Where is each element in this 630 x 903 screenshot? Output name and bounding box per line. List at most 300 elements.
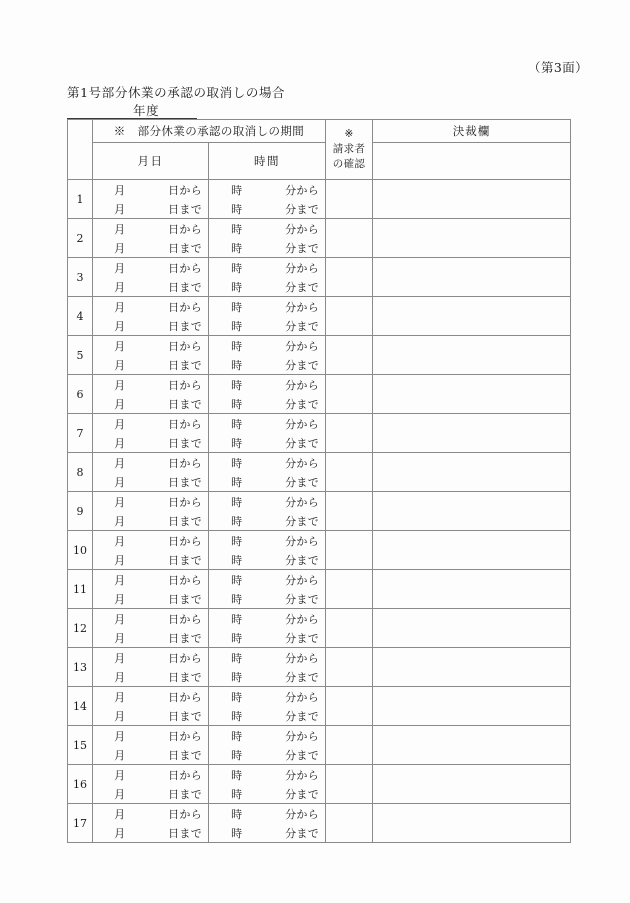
date-cell-from-suffix: 日から [168,417,202,431]
header-requester-confirmation [326,120,373,180]
date-cell-to-unit: 月 [114,397,126,411]
row-number: 2 [68,219,93,258]
date-cell[interactable] [93,453,209,492]
date-cell-to-unit: 月 [114,514,126,528]
header-row-number-blank [68,120,93,180]
time-cell-from-unit: 時 [231,690,243,704]
time-cell-to [209,472,325,491]
date-cell[interactable] [93,609,209,648]
requester-confirmation-cell[interactable] [326,336,373,375]
approval-header-spacer [373,143,571,180]
date-cell-to-unit: 月 [114,787,126,801]
time-cell-from-suffix: 分から [285,534,319,548]
date-cell-from-unit: 月 [114,807,126,821]
requester-confirmation-cell[interactable] [326,492,373,531]
date-cell-to-suffix: 日まで [168,553,202,567]
time-cell[interactable] [209,531,326,570]
time-cell-to [209,550,325,569]
date-cell-to-suffix: 日まで [168,358,202,372]
date-cell-to-unit: 月 [114,553,126,567]
time-cell-from-unit: 時 [231,300,243,314]
time-cell-from [209,492,325,511]
time-cell-from [209,414,325,433]
date-cell[interactable] [93,765,209,804]
header-date-column: 月日 [93,143,209,180]
date-cell-from [93,531,208,550]
time-cell-to [209,823,325,842]
date-cell-from [93,414,208,433]
time-cell-from-unit: 時 [231,417,243,431]
time-cell-to-suffix: 分まで [285,748,319,762]
date-cell-to-suffix: 日まで [168,787,202,801]
requester-confirmation-cell[interactable] [326,297,373,336]
time-cell-to [209,433,325,452]
time-cell-to [209,394,325,413]
time-cell-to [209,589,325,608]
date-cell[interactable] [93,648,209,687]
table-row [68,453,571,492]
time-cell-from-unit: 時 [231,261,243,275]
requester-confirmation-cell[interactable] [326,726,373,765]
time-cell[interactable] [209,726,326,765]
time-cell[interactable] [209,375,326,414]
date-cell-from [93,375,208,394]
time-cell-from [209,648,325,667]
time-cell-from-unit: 時 [231,768,243,782]
date-cell-from [93,726,208,745]
time-cell-from-suffix: 分から [285,768,319,782]
approval-cell[interactable] [373,375,571,414]
time-cell[interactable] [209,648,326,687]
date-cell-from-unit: 月 [114,729,126,743]
date-cell-to-suffix: 日まで [168,280,202,294]
time-cell[interactable] [209,687,326,726]
date-cell-from-unit: 月 [114,768,126,782]
time-cell-to-unit: 時 [231,787,243,801]
date-cell-from-unit: 月 [114,495,126,509]
date-cell[interactable] [93,336,209,375]
time-cell-to-suffix: 分まで [285,202,319,216]
date-cell-to-unit: 月 [114,826,126,840]
time-cell-to [209,511,325,530]
time-cell-from [209,258,325,277]
time-cell-to-suffix: 分まで [285,826,319,840]
time-cell-from-suffix: 分から [285,378,319,392]
time-cell[interactable] [209,765,326,804]
time-cell-to-suffix: 分まで [285,592,319,606]
row-number: 15 [68,726,93,765]
date-cell-from-unit: 月 [114,183,126,197]
date-cell-to-suffix: 日まで [168,475,202,489]
date-cell-from [93,453,208,472]
date-cell-to [93,433,208,452]
date-cell-from-suffix: 日から [168,651,202,665]
date-cell-to [93,316,208,335]
date-cell-to [93,589,208,608]
time-cell-from-suffix: 分から [285,261,319,275]
date-cell-to [93,199,208,218]
table-row [68,180,571,219]
date-cell-from-unit: 月 [114,339,126,353]
leave-cancellation-table [67,119,571,843]
time-cell-to-suffix: 分まで [285,514,319,528]
time-cell-to [209,238,325,257]
time-cell-from-unit: 時 [231,534,243,548]
time-cell[interactable] [209,219,326,258]
time-cell-to-unit: 時 [231,553,243,567]
table-row [68,570,571,609]
approval-cell[interactable] [373,336,571,375]
row-number: 8 [68,453,93,492]
table-row [68,375,571,414]
time-cell-from-suffix: 分から [285,690,319,704]
date-cell-from-suffix: 日から [168,222,202,236]
date-cell[interactable] [93,297,209,336]
time-cell[interactable] [209,180,326,219]
time-cell-to-suffix: 分まで [285,709,319,723]
requester-confirmation-cell[interactable] [326,609,373,648]
date-cell-to-unit: 月 [114,709,126,723]
row-number: 10 [68,531,93,570]
requester-confirmation-cell[interactable] [326,180,373,219]
date-cell-from-unit: 月 [114,261,126,275]
time-cell-from [209,531,325,550]
date-cell-from-suffix: 日から [168,573,202,587]
date-cell-to-suffix: 日まで [168,397,202,411]
time-cell-from [209,609,325,628]
approval-cell[interactable] [373,414,571,453]
table-row [68,609,571,648]
fiscal-year-label: 年度 [133,103,160,118]
header-time-column: 時間 [209,143,326,180]
time-cell-from-suffix: 分から [285,495,319,509]
time-cell-from-unit: 時 [231,339,243,353]
requester-confirmation-cell[interactable] [326,531,373,570]
time-cell[interactable] [209,492,326,531]
table-row [68,258,571,297]
approval-cell[interactable] [373,453,571,492]
time-cell-from-suffix: 分から [285,807,319,821]
time-cell-to-suffix: 分まで [285,553,319,567]
time-cell-to-unit: 時 [231,319,243,333]
time-cell-to-unit: 時 [231,592,243,606]
date-cell-from-unit: 月 [114,222,126,236]
date-cell-to [93,823,208,842]
date-cell-to [93,745,208,764]
time-cell-from [209,804,325,823]
time-cell-from-unit: 時 [231,495,243,509]
date-cell-to [93,238,208,257]
date-cell[interactable] [93,414,209,453]
date-cell-to-unit: 月 [114,631,126,645]
approval-cell[interactable] [373,180,571,219]
requester-confirmation-cell[interactable] [326,687,373,726]
date-cell-to [93,550,208,569]
time-cell-to-unit: 時 [231,514,243,528]
time-cell-from-unit: 時 [231,729,243,743]
time-cell-from-suffix: 分から [285,573,319,587]
requester-confirmation-cell[interactable] [326,414,373,453]
time-cell-from-suffix: 分から [285,222,319,236]
time-cell-from [209,453,325,472]
approval-cell[interactable] [373,531,571,570]
date-cell-from-suffix: 日から [168,768,202,782]
approval-cell[interactable] [373,609,571,648]
time-cell-to-suffix: 分まで [285,436,319,450]
time-cell-to-unit: 時 [231,436,243,450]
date-cell-from [93,765,208,784]
time-cell-from-unit: 時 [231,612,243,626]
date-cell[interactable] [93,180,209,219]
date-cell-from [93,687,208,706]
time-cell-to-unit: 時 [231,826,243,840]
date-cell-to-unit: 月 [114,748,126,762]
date-cell-to-suffix: 日まで [168,319,202,333]
row-number: 12 [68,609,93,648]
time-cell-to-suffix: 分まで [285,670,319,684]
date-cell-from [93,219,208,238]
date-cell-to [93,394,208,413]
date-cell-to-suffix: 日まで [168,826,202,840]
date-cell-to-suffix: 日まで [168,436,202,450]
requester-confirmation-cell[interactable] [326,804,373,843]
table-header [68,120,571,180]
date-cell-from-suffix: 日から [168,456,202,470]
row-number: 7 [68,414,93,453]
date-cell-from-suffix: 日から [168,729,202,743]
date-cell-from-suffix: 日から [168,183,202,197]
header-period-group: ※ 部分休業の承認の取消しの期間 [93,120,326,143]
table-header-row-2 [68,143,571,180]
requester-confirmation-cell[interactable] [326,219,373,258]
time-cell-to-unit: 時 [231,475,243,489]
row-number: 3 [68,258,93,297]
page-marker: （第3面） [528,60,588,75]
header-confirm-line2: の確認 [332,158,366,170]
date-cell-from-unit: 月 [114,300,126,314]
date-cell-from-suffix: 日から [168,378,202,392]
time-cell-from-unit: 時 [231,573,243,587]
time-cell-from-suffix: 分から [285,300,319,314]
date-cell-from [93,804,208,823]
time-cell-from-unit: 時 [231,222,243,236]
date-cell-to-suffix: 日まで [168,748,202,762]
header-approval-column: 決裁欄 [373,120,571,143]
row-number: 5 [68,336,93,375]
header-confirm-mark: ※ [344,128,354,140]
time-cell-to-suffix: 分まで [285,241,319,255]
time-cell-to-suffix: 分まで [285,631,319,645]
date-cell-to-suffix: 日まで [168,514,202,528]
time-cell-to-unit: 時 [231,748,243,762]
time-cell-to-suffix: 分まで [285,319,319,333]
date-cell-from-suffix: 日から [168,495,202,509]
date-cell[interactable] [93,804,209,843]
time-cell-to [209,199,325,218]
row-number: 6 [68,375,93,414]
date-cell-to-suffix: 日まで [168,202,202,216]
approval-cell[interactable] [373,492,571,531]
date-cell-to-suffix: 日まで [168,709,202,723]
date-cell[interactable] [93,726,209,765]
table-row [68,648,571,687]
time-cell-to-unit: 時 [231,358,243,372]
approval-cell[interactable] [373,726,571,765]
time-cell-to-suffix: 分まで [285,397,319,411]
time-cell[interactable] [209,570,326,609]
time-cell-from [209,219,325,238]
date-cell-to-suffix: 日まで [168,631,202,645]
row-number: 14 [68,687,93,726]
date-cell-from-unit: 月 [114,690,126,704]
header-confirm-line1: 請求者 [332,143,366,155]
date-cell-from-unit: 月 [114,534,126,548]
time-cell-to-unit: 時 [231,202,243,216]
approval-cell[interactable] [373,258,571,297]
time-cell-from [209,297,325,316]
time-cell[interactable] [209,297,326,336]
time-cell-to [209,355,325,374]
time-cell-from [209,726,325,745]
date-cell-from [93,648,208,667]
row-number: 17 [68,804,93,843]
table-row [68,336,571,375]
requester-confirmation-cell[interactable] [326,765,373,804]
time-cell-to-suffix: 分まで [285,787,319,801]
time-cell-from [209,375,325,394]
date-cell-from-suffix: 日から [168,339,202,353]
time-cell-to [209,277,325,296]
time-cell-to-unit: 時 [231,241,243,255]
time-cell-from-unit: 時 [231,807,243,821]
time-cell-from [209,765,325,784]
date-cell-to [93,667,208,686]
approval-cell[interactable] [373,648,571,687]
date-cell[interactable] [93,687,209,726]
date-cell-from-unit: 月 [114,378,126,392]
row-number: 13 [68,648,93,687]
time-cell-from [209,687,325,706]
date-cell-to-unit: 月 [114,436,126,450]
date-cell-to [93,355,208,374]
date-cell-to [93,277,208,296]
table-row [68,687,571,726]
date-cell-to-unit: 月 [114,202,126,216]
time-cell-to-suffix: 分まで [285,475,319,489]
date-cell[interactable] [93,219,209,258]
approval-cell[interactable] [373,219,571,258]
fiscal-year-underline [67,100,197,119]
time-cell[interactable] [209,414,326,453]
time-cell-from-unit: 時 [231,456,243,470]
requester-confirmation-cell[interactable] [326,258,373,297]
date-cell-to-suffix: 日まで [168,592,202,606]
requester-confirmation-cell[interactable] [326,375,373,414]
time-cell-to-unit: 時 [231,631,243,645]
table-row [68,219,571,258]
date-cell-to [93,511,208,530]
table-row [68,297,571,336]
time-cell-to-unit: 時 [231,397,243,411]
date-cell-from-suffix: 日から [168,690,202,704]
time-cell-to-unit: 時 [231,709,243,723]
time-cell-from [209,336,325,355]
date-cell-from-unit: 月 [114,612,126,626]
table-row [68,492,571,531]
time-cell-from-unit: 時 [231,378,243,392]
approval-cell[interactable] [373,804,571,843]
requester-confirmation-cell[interactable] [326,453,373,492]
approval-cell[interactable] [373,765,571,804]
date-cell[interactable] [93,570,209,609]
date-cell-from [93,297,208,316]
date-cell[interactable] [93,258,209,297]
time-cell[interactable] [209,804,326,843]
time-cell[interactable] [209,336,326,375]
date-cell-from [93,570,208,589]
row-number: 4 [68,297,93,336]
time-cell-from-suffix: 分から [285,651,319,665]
table-header-row-1 [68,120,571,143]
time-cell-from-suffix: 分から [285,183,319,197]
date-cell-to-suffix: 日まで [168,241,202,255]
approval-cell[interactable] [373,297,571,336]
row-number: 16 [68,765,93,804]
time-cell-from-unit: 時 [231,651,243,665]
time-cell-from-unit: 時 [231,183,243,197]
date-cell-from [93,258,208,277]
time-cell-to-unit: 時 [231,280,243,294]
table-row [68,531,571,570]
time-cell-from-suffix: 分から [285,456,319,470]
approval-cell[interactable] [373,687,571,726]
row-number: 11 [68,570,93,609]
requester-confirmation-cell[interactable] [326,570,373,609]
date-cell-from-suffix: 日から [168,300,202,314]
date-cell-from [93,492,208,511]
table-row [68,765,571,804]
time-cell-to-suffix: 分まで [285,358,319,372]
date-cell-from [93,336,208,355]
time-cell-from-suffix: 分から [285,417,319,431]
date-cell-from-unit: 月 [114,573,126,587]
requester-confirmation-cell[interactable] [326,648,373,687]
row-number: 1 [68,180,93,219]
date-cell-from [93,180,208,199]
date-cell-to-unit: 月 [114,280,126,294]
time-cell-to [209,706,325,725]
time-cell[interactable] [209,453,326,492]
date-cell-from-suffix: 日から [168,534,202,548]
date-cell-to-unit: 月 [114,670,126,684]
page-title: 第1号部分休業の承認の取消しの場合 [67,85,286,100]
time-cell[interactable] [209,258,326,297]
date-cell[interactable] [93,531,209,570]
time-cell-from-suffix: 分から [285,612,319,626]
time-cell[interactable] [209,609,326,648]
time-cell-to-unit: 時 [231,670,243,684]
table-body [68,180,571,843]
date-cell[interactable] [93,375,209,414]
time-cell-to [209,784,325,803]
date-cell[interactable] [93,492,209,531]
date-cell-to [93,472,208,491]
time-cell-to [209,667,325,686]
time-cell-from-suffix: 分から [285,729,319,743]
date-cell-to [93,706,208,725]
approval-cell[interactable] [373,570,571,609]
table-row [68,726,571,765]
